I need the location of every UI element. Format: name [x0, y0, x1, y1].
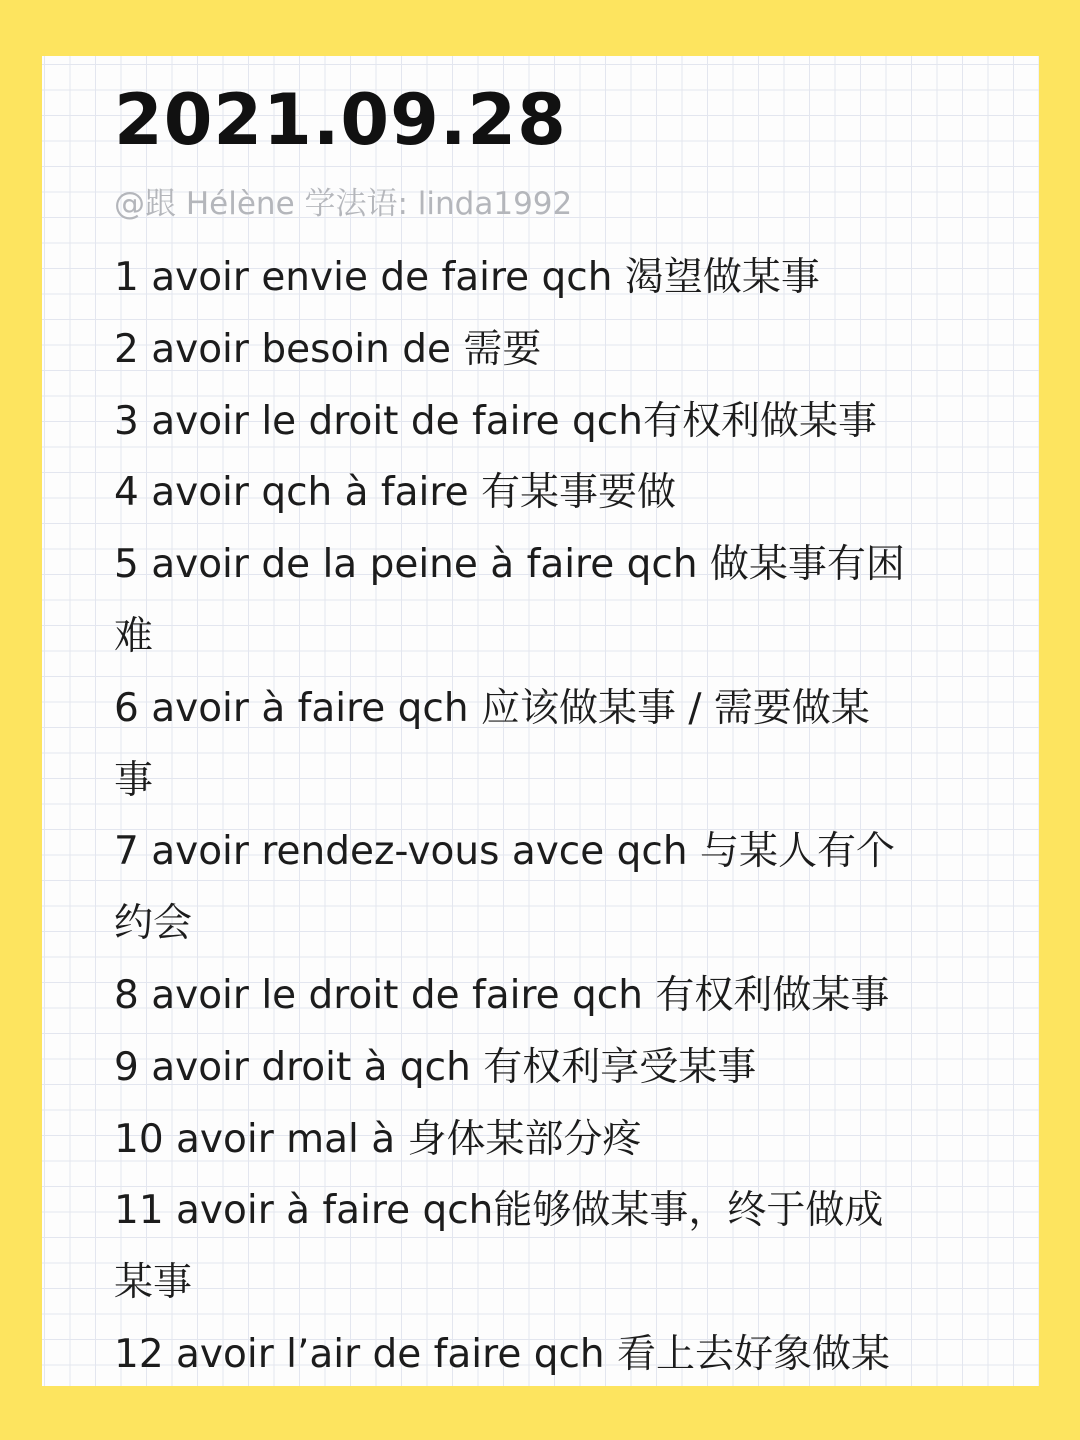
phrase-line: 1 avoir envie de faire qch 渴望做某事 [114, 255, 820, 300]
phrase-line: 约会 [114, 901, 193, 947]
phrase-line: 5 avoir de la peine à faire qch 做某事有困 [114, 542, 905, 588]
author-credit: @跟 Hélène 学法语: linda1992 [114, 186, 573, 222]
phrase-line: 6 avoir à faire qch 应该做某事 / 需要做某 [114, 685, 870, 731]
phrase-line: 10 avoir mal à 身体某部分疼 [114, 1116, 642, 1162]
phrase-line: 11 avoir à faire qch能够做某事，终于做成 [114, 1188, 884, 1234]
phrase-line: 4 avoir qch à faire 有某事要做 [114, 470, 676, 516]
phrase-list [114, 242, 954, 1386]
phrase-line: 8 avoir le droit de faire qch 有权利做某事 [114, 972, 890, 1018]
phrase-line: 某事 [114, 1260, 193, 1306]
phrase-line: 2 avoir besoin de 需要 [114, 326, 542, 372]
phrase-line: 事 [114, 757, 154, 803]
note-paper [42, 56, 1039, 1386]
phrase-line: 3 avoir le droit de faire qch有权利做某事 [114, 398, 877, 444]
phrase-line: 难 [114, 613, 154, 659]
note-date-heading: 2021.09.28 [114, 79, 567, 161]
phrase-line: 9 avoir droit à qch 有权利享受某事 [114, 1044, 757, 1090]
phrase-line: 7 avoir rendez-vous avce qch 与某人有个 [114, 829, 895, 875]
phrase-line: 12 avoir l’air de faire qch 看上去好象做某 [114, 1331, 891, 1377]
